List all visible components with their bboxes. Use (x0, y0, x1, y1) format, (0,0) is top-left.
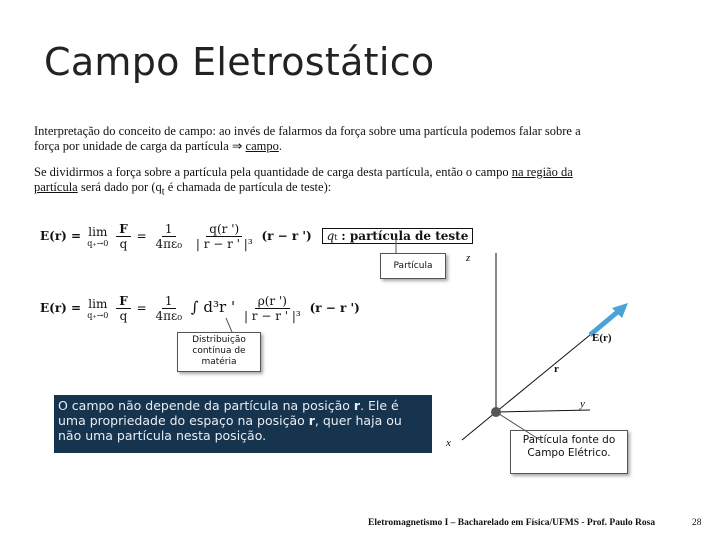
label-E: E(r) (592, 332, 612, 344)
label-r: r (554, 363, 559, 375)
label-y: y (580, 398, 585, 410)
callout-distribuicao: Distribuição contínua de matéria (177, 332, 261, 372)
callout-particula: Partícula (380, 253, 446, 279)
note-box: O campo não depende da partícula na posição r. Ele é uma propriedade do espaço na posição r, quer haja ou não uma partícula nesta posição. (54, 395, 432, 453)
callout-fonte: Partícula fonte do Campo Elétrico. (510, 430, 628, 474)
test-particle-box: qt : partícula de teste (322, 228, 474, 244)
position-vector (496, 335, 590, 412)
paragraph-test-particle: Se dividirmos a força sobre a partícula pela quantidade de carga desta partícula, então o campo na região da partícula será dado por ($q_t$ é chamada de partícula de teste): (34, 165, 573, 198)
campo-word: campo (245, 139, 279, 153)
source-particle (491, 407, 501, 417)
callout-pointer-fonte (496, 412, 540, 440)
slide-title: Campo Eletrostático (44, 40, 435, 84)
y-axis (496, 410, 590, 412)
footer-text: Eletromagnetismo I – Bacharelado em Física/UFMS - Prof. Paulo Rosa (368, 518, 656, 528)
callout-pointer-distribuicao (226, 318, 232, 332)
paragraph-intro: Interpretação do conceito de campo: ao invés de falarmos da força sobre uma partícula podemos falar sobre a força por unidade de carga da partícula ⇒ campo. (34, 124, 581, 153)
x-axis (462, 412, 496, 440)
equation-continuous: E(r) = lim q₊→0 $\frac{F}{q}$ = $\frac{1}{\text{4πε₀}}$ ∫ d³r ' $\frac{\rho(r ')}{\text{| r − r ' |³}}$ (r − r ') (40, 294, 360, 323)
page-number: 28 (692, 518, 702, 528)
label-x: x (446, 437, 451, 449)
underlined-phrase: na região da partícula (34, 165, 573, 194)
equation-discrete: E(r) = lim q₊→0 $\frac{F}{q}$ = $\frac{1}{\text{4πε₀}}$ $\frac{q(r ')}{\text{| r − r ' |³}}$ (r − r ') qt : partícula de teste (40, 222, 473, 251)
label-z: z (466, 252, 471, 264)
